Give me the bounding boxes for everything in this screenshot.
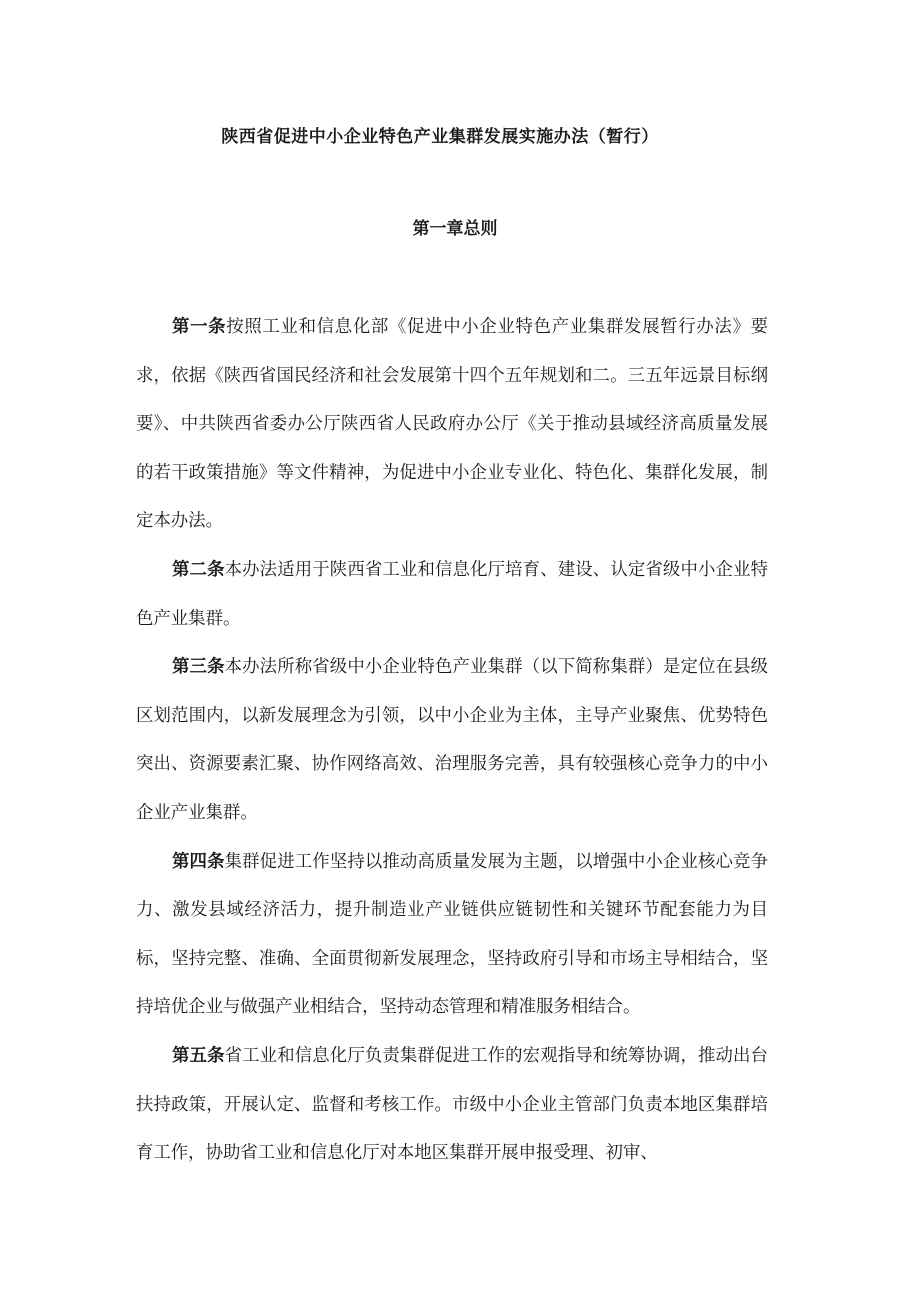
article-text: 本办法适用于陕西省工业和信息化厅培育、建设、认定省级中小企业特色产业集群。	[136, 559, 768, 629]
chapter-title: 第一章总则	[412, 219, 498, 239]
article-number: 第二条	[172, 559, 225, 580]
article-2	[136, 546, 768, 643]
article-1	[136, 303, 768, 546]
article-number: 第四条	[172, 851, 225, 872]
article-3	[136, 643, 768, 837]
article-text: 省工业和信息化厅负责集群促进工作的宏观指导和统筹协调，推动出台扶持政策，开展认定、监督和考核工作。市级中小企业主管部门负责本地区集群培育工作，协助省工业和信息化厅对本地区集群开展申报受理、初审、	[136, 1045, 768, 1164]
article-text: 按照工业和信息化部《促进中小企业特色产业集群发展暂行办法》要求，依据《陕西省国民经济和社会发展第十四个五年规划和二。三五年远景目标纲要》、中共陕西省委办公厅陕西省人民政府办公厅《关于推动县域经济高质量发展的若干政策措施》等文件精神，为促进中小企业专业化、特色化、集群化发展，制定本办法。	[136, 317, 768, 532]
article-text: 本办法所称省级中小企业特色产业集群（以下简称集群）是定位在县级区划范围内，以新发展理念为引领，以中小企业为主体，主导产业聚焦、优势特色突出、资源要素汇聚、协作网络高效、治理服务完善，具有较强核心竞争力的中小企业产业集群。	[136, 657, 768, 823]
document-body	[136, 303, 768, 1178]
document-title: 陕西省促进中小企业特色产业集群发展实施办法（暂行）	[221, 127, 659, 147]
article-number: 第一条	[172, 317, 227, 337]
article-number: 第三条	[172, 657, 225, 678]
article-number: 第五条	[172, 1045, 225, 1066]
article-4	[136, 838, 768, 1032]
article-text: 集群促进工作坚持以推动高质量发展为主题，以增强中小企业核心竞争力、激发县域经济活力，提升制造业产业链供应链韧性和关键环节配套能力为目标，坚持完整、准确、全面贯彻新发展理念，坚持政府引导和市场主导相结合，坚持培优企业与做强产业相结合，坚持动态管理和精准服务相结合。	[136, 851, 768, 1018]
article-5	[136, 1032, 768, 1178]
